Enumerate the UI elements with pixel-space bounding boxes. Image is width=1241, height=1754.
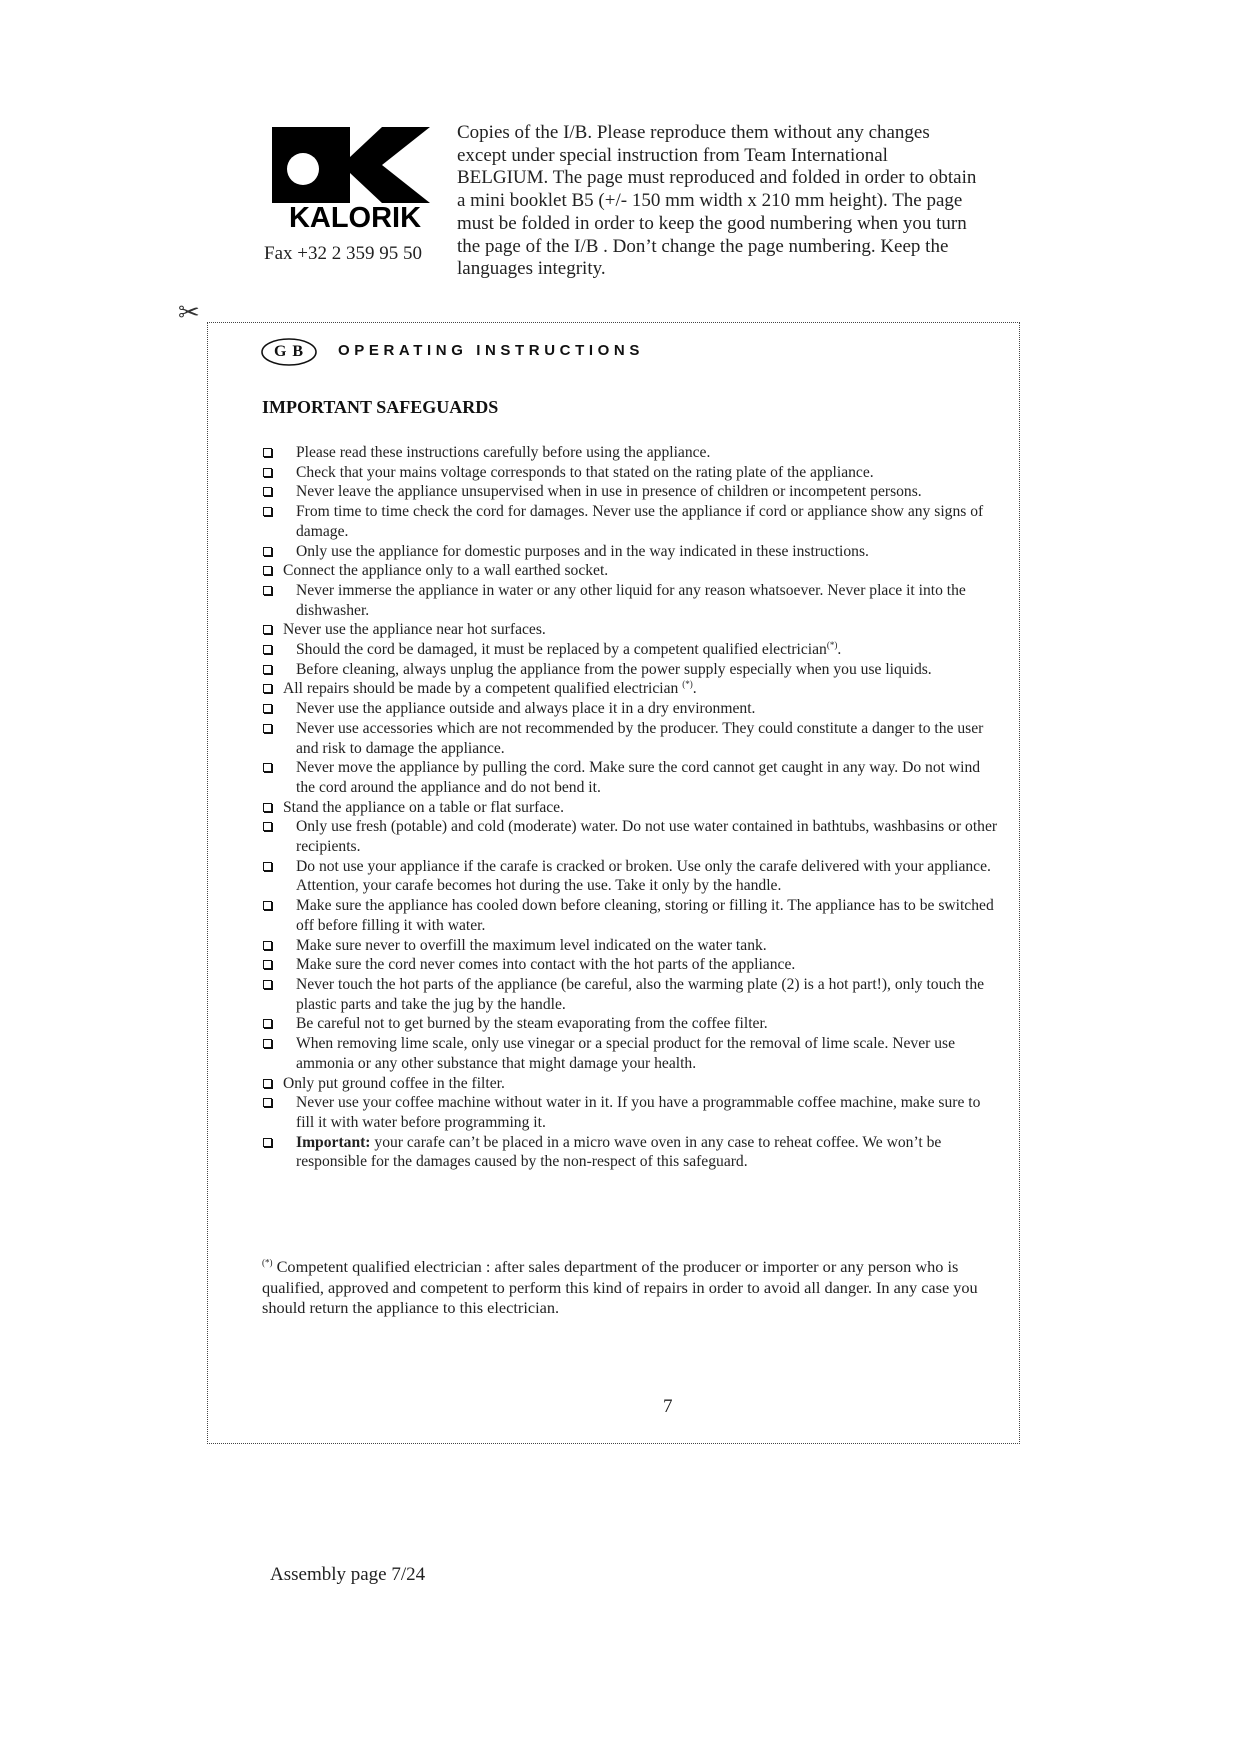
fax-number: Fax +32 2 359 95 50 <box>264 243 422 264</box>
checkbox-icon <box>263 645 272 654</box>
checkbox-icon <box>263 684 272 693</box>
assembly-page-label: Assembly page 7/24 <box>270 1564 426 1585</box>
list-item: All repairs should be made by a competent qualified electrician (*). <box>262 679 1002 699</box>
footnote-mark: (*) <box>262 1257 273 1268</box>
list-item: Stand the appliance on a table or flat surface. <box>262 798 1002 818</box>
list-item: Make sure the cord never comes into contact with the hot parts of the appliance. <box>262 955 1002 975</box>
checkbox-icon <box>263 980 272 989</box>
list-item: Never touch the hot parts of the appliance (be careful, also the warming plate (2) is a hot part!), only touch the plastic parts and take the jug by the handle. <box>262 975 1002 1014</box>
checkbox-icon <box>263 1079 272 1088</box>
checkbox-icon <box>263 547 272 556</box>
checkbox-icon <box>263 468 272 477</box>
checkbox-icon <box>263 803 272 812</box>
list-item: Never leave the appliance unsupervised when in use in presence of children or incompetent persons. <box>262 482 1002 502</box>
checkbox-icon <box>263 822 272 831</box>
checkbox-icon <box>263 507 272 516</box>
checkbox-icon <box>263 1098 272 1107</box>
checkbox-icon <box>263 763 272 772</box>
checkbox-icon <box>263 625 272 634</box>
list-item: Never use the appliance near hot surfaces. <box>262 620 1002 640</box>
checkbox-icon <box>263 586 272 595</box>
section-title: OPERATING INSTRUCTIONS <box>338 342 644 359</box>
list-item: Make sure never to overfill the maximum level indicated on the water tank. <box>262 936 1002 956</box>
checkbox-icon <box>263 704 272 713</box>
list-item: Check that your mains voltage corresponds to that stated on the rating plate of the appliance. <box>262 463 1002 483</box>
page-number: 7 <box>663 1396 673 1417</box>
checkbox-icon <box>263 1138 272 1147</box>
checkbox-icon <box>263 901 272 910</box>
list-item: Never use your coffee machine without water in it. If you have a programmable coffee machine, make sure to fill it with water before programming it. <box>262 1093 1002 1132</box>
list-item: From time to time check the cord for damages. Never use the appliance if cord or appliance show any signs of damage. <box>262 502 1002 541</box>
kalorik-logo <box>270 125 440 235</box>
important-label: Important: <box>296 1133 371 1151</box>
list-item: Be careful not to get burned by the steam evaporating from the coffee filter. <box>262 1014 1002 1034</box>
logo-brand-text: KALORIK <box>288 202 422 234</box>
list-item: Do not use your appliance if the carafe is cracked or broken. Use only the carafe delivered with your appliance. Attention, your carafe becomes hot during the use. Take it only by the handle. <box>262 857 1002 896</box>
safeguards-list <box>262 443 1002 1172</box>
kalorik-logo-mark <box>270 125 440 205</box>
list-item: Should the cord be damaged, it must be replaced by a competent qualified electrician(*). <box>262 640 1002 660</box>
footnote-text: Competent qualified electrician : after sales department of the producer or importer or any person who is qualified, approved and competent to perform this kind of repairs in order to avoid all danger. In any case you should return the appliance to this electrician. <box>262 1257 978 1318</box>
list-item: Never use the appliance outside and always place it in a dry environment. <box>262 699 1002 719</box>
checkbox-icon <box>263 862 272 871</box>
footnote-ref: (*) <box>682 679 693 690</box>
language-badge-label: G B <box>273 343 305 360</box>
safeguards-heading: IMPORTANT SAFEGUARDS <box>262 397 499 417</box>
language-badge <box>260 337 320 367</box>
list-item: Make sure the appliance has cooled down before cleaning, storing or filling it. The appliance has to be switched off before filling it with water. <box>262 896 1002 935</box>
list-item: Important: your carafe can’t be placed in a micro wave oven in any case to reheat coffee. We won’t be responsible for the damages caused by the non-respect of this safeguard. <box>262 1133 1002 1172</box>
checkbox-icon <box>263 724 272 733</box>
list-item: Never use accessories which are not recommended by the producer. They could constitute a danger to the user and risk to damage the appliance. <box>262 719 1002 758</box>
list-item: Never move the appliance by pulling the cord. Make sure the cord cannot get caught in any way. Do not wind the cord around the appliance and do not bend it. <box>262 758 1002 797</box>
checkbox-icon <box>263 665 272 674</box>
footnote <box>262 1257 1002 1319</box>
copy-instructions-note: Copies of the I/B. Please reproduce them without any changes except under special instruction from Team International BELGIUM. The page must reproduced and folded in order to obtain a mini booklet B5 (+/- 150 mm width x 210 mm height). The page must be folded in order to keep the good numbering when you turn the page of the I/B . Don’t change the page numbering. Keep the languages integrity. <box>457 122 977 280</box>
checkbox-icon <box>263 941 272 950</box>
checkbox-icon <box>263 448 272 457</box>
list-item: When removing lime scale, only use vinegar or a special product for the removal of lime scale. Never use ammonia or any other substance that might damage your health. <box>262 1034 1002 1073</box>
checkbox-icon <box>263 1039 272 1048</box>
checkbox-icon <box>263 487 272 496</box>
footnote-ref: (*) <box>826 639 838 650</box>
checkbox-icon <box>263 566 272 575</box>
checkbox-icon <box>263 1019 272 1028</box>
list-item: Connect the appliance only to a wall earthed socket. <box>262 561 1002 581</box>
list-item: Please read these instructions carefully before using the appliance. <box>262 443 1002 463</box>
list-item: Never immerse the appliance in water or any other liquid for any reason whatsoever. Never place it into the dishwasher. <box>262 581 1002 620</box>
list-item: Only use the appliance for domestic purposes and in the way indicated in these instructions. <box>262 542 1002 562</box>
checkbox-icon <box>263 960 272 969</box>
scissors-icon: ✂ <box>178 298 200 328</box>
list-item: Only put ground coffee in the filter. <box>262 1074 1002 1094</box>
list-item: Only use fresh (potable) and cold (moderate) water. Do not use water contained in bathtubs, washbasins or other recipients. <box>262 817 1002 856</box>
list-item: Before cleaning, always unplug the appliance from the power supply especially when you use liquids. <box>262 660 1002 680</box>
